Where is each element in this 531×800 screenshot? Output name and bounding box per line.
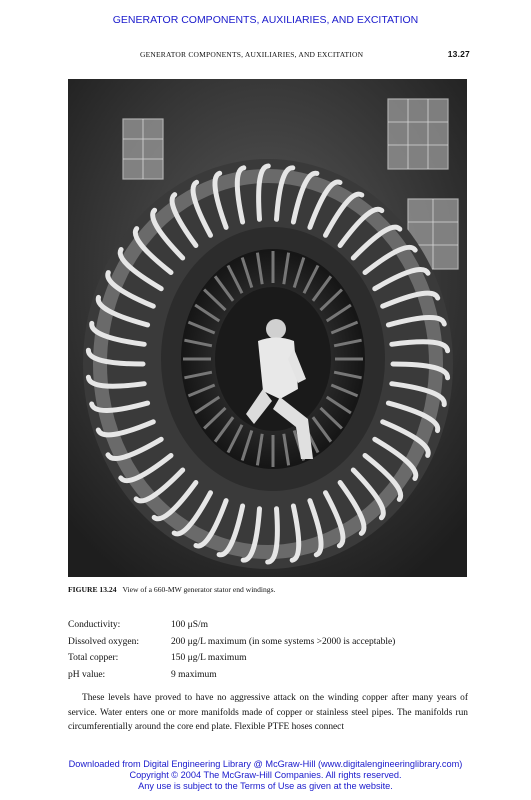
- top-banner: GENERATOR COMPONENTS, AUXILIARIES, AND EXCITATION: [112, 14, 419, 26]
- spec-value: 150 μg/L maximum: [171, 653, 247, 663]
- spec-key: Total copper:: [68, 653, 119, 663]
- page-number: 13.27: [447, 49, 470, 59]
- spec-key: pH value:: [68, 669, 106, 680]
- figure-label: FIGURE 13.24: [68, 585, 117, 594]
- footer-download-link[interactable]: Downloaded from Digital Engineering Library @ McGraw-Hill (www.digitalengineeringlibrary.com): [68, 759, 463, 769]
- stator-photo-graphic: [68, 79, 467, 577]
- figure-caption-text: View of a 660-MW generator stator end windings.: [122, 585, 276, 594]
- spec-value: 100 μS/m: [171, 620, 209, 630]
- stator-photo: [68, 79, 467, 577]
- footer-terms: Any use is subject to the Terms of Use as given at the website.: [138, 781, 393, 791]
- spec-value: 200 μg/L maximum (in some systems >2000 is acceptable): [171, 636, 396, 647]
- running-head-title: GENERATOR COMPONENTS, AUXILIARIES, AND EXCITATION: [140, 50, 364, 59]
- spec-value: 9 maximum: [171, 669, 217, 680]
- spec-key: Dissolved oxygen:: [68, 636, 139, 647]
- spec-row: [68, 637, 395, 654]
- spec-row: [68, 653, 395, 670]
- footer: [0, 759, 531, 792]
- figure-caption: [68, 585, 275, 594]
- body-paragraph: These levels have proved to have no aggressive attack on the winding copper after many years of service. Water enters one or more manifolds made of copper or stainless steel pipes. The manifolds run circumferentially around the core end plate. Flexible PTFE hoses connect: [68, 693, 468, 733]
- footer-copyright: Copyright © 2004 The McGraw-Hill Companies. All rights reserved.: [129, 770, 402, 780]
- water-spec-list: [68, 620, 395, 686]
- spec-key: Conductivity:: [68, 620, 121, 630]
- spec-row: [68, 620, 395, 637]
- spec-row: [68, 670, 395, 687]
